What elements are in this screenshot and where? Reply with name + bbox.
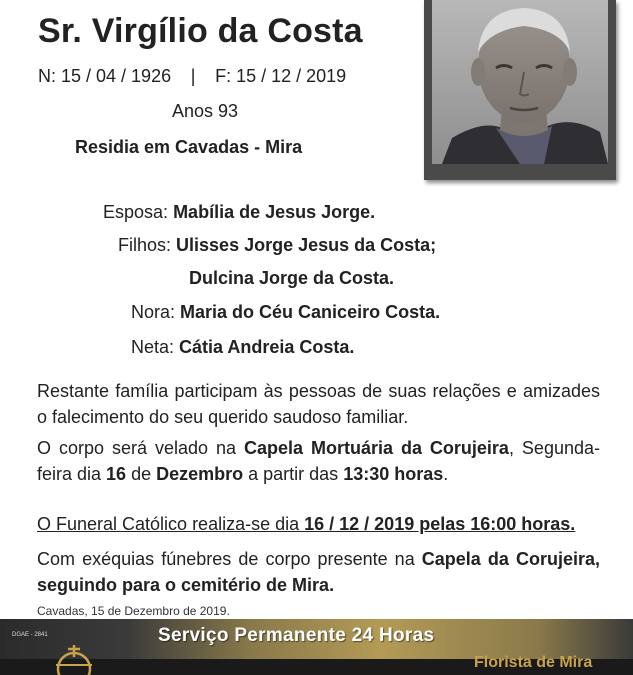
birth-date: N: 15 / 04 / 1926 <box>38 66 172 86</box>
portrait-photo-icon <box>432 0 608 164</box>
family-row-filhos <box>118 235 436 256</box>
portrait-photo <box>424 0 616 180</box>
filho-name-1: Ulisses Jorge Jesus da Costa; <box>176 235 437 255</box>
wake-text-4: a partir das <box>243 464 344 484</box>
funeral-text: O Funeral Católico realiza-se dia <box>37 514 305 534</box>
residence: Residia em Cavadas - Mira <box>75 137 303 157</box>
funeral-line <box>37 514 575 535</box>
nora-name: Maria do Céu Caniceiro Costa. <box>180 302 441 322</box>
exequies-paragraph <box>37 546 600 598</box>
wake-chapel: Capela Mortuária da Corujeira <box>243 438 509 458</box>
nora-label: Nora: <box>131 302 176 322</box>
family-row-esposa <box>103 202 375 223</box>
florist-name: Florista de Mira <box>474 654 593 671</box>
wake-month: Dezembro <box>156 464 244 484</box>
neta-name: Cátia Andreia Costa. <box>179 337 355 357</box>
neta-label: Neta: <box>131 337 175 357</box>
filhos-label: Filhos: <box>118 235 172 255</box>
funeral-home-logo-icon <box>52 643 96 675</box>
deceased-name: Sr. Virgílio da Costa <box>38 12 363 50</box>
family-row-nora <box>131 302 440 323</box>
wake-text-1: O corpo será velado na <box>37 438 244 458</box>
exequies-text: Com exéquias fúnebres de corpo presente na <box>37 549 422 569</box>
esposa-name: Mabília de Jesus Jorge. <box>173 202 376 222</box>
family-notice-paragraph: Restante família participam às pessoas de suas relações e amizades o falecimento do seu querido saudoso familiar. <box>37 381 600 427</box>
age: Anos 93 <box>172 101 239 121</box>
life-dates <box>38 66 346 87</box>
esposa-label: Esposa: <box>103 202 169 222</box>
date-separator: | <box>190 66 196 86</box>
wake-time: 13:30 horas <box>343 464 444 484</box>
family-row-neta <box>131 337 354 358</box>
dgae-license: DGAE - 2841 <box>12 632 48 638</box>
exequies-place: Capela da Corujeira, seguindo para o cemitério de Mira. <box>37 549 600 595</box>
death-date: F: 15 / 12 / 2019 <box>215 66 347 86</box>
service-slogan: Serviço Permanente 24 Horas <box>158 625 435 646</box>
wake-day: 16 <box>106 464 127 484</box>
wake-text-3: de <box>126 464 157 484</box>
wake-text-2: , Segunda-feira dia <box>37 438 600 484</box>
wake-paragraph <box>37 435 600 487</box>
filho-name-2: Dulcina Jorge da Costa. <box>189 268 395 288</box>
funeral-datetime: 16 / 12 / 2019 pelas 16:00 horas. <box>304 514 576 534</box>
date-place: Cavadas, 15 de Dezembro de 2019. <box>37 604 230 618</box>
wake-text-5: . <box>443 464 449 484</box>
footer-banner <box>0 619 633 675</box>
